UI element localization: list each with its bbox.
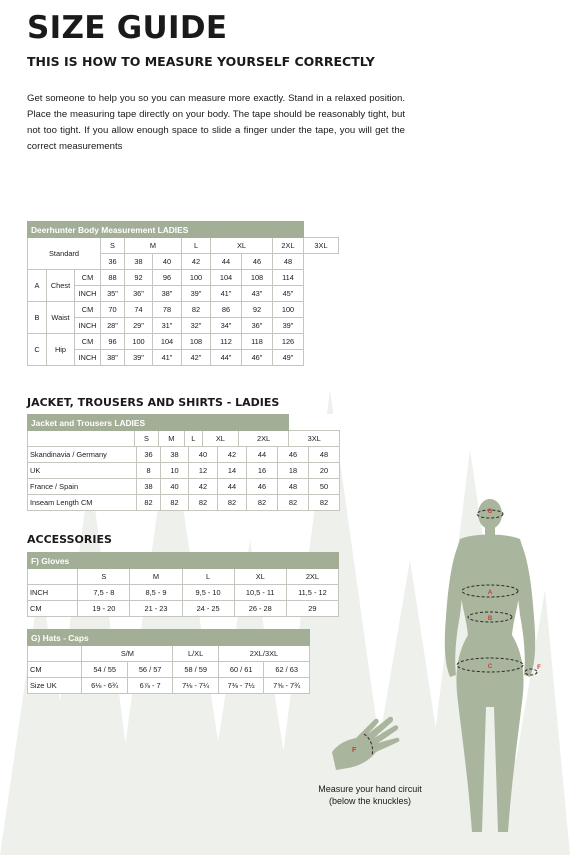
table-cell: 39" xyxy=(125,350,153,366)
measure-name: Chest xyxy=(47,270,75,302)
unit-label: CM xyxy=(75,270,101,286)
table-cell: 104 xyxy=(153,334,182,350)
size-header: 2XL xyxy=(238,431,289,447)
size-header: 2XL/3XL xyxy=(218,646,309,662)
unit-label: INCH xyxy=(75,286,101,302)
table-cell: 16 xyxy=(247,463,278,479)
size-header: 3XL xyxy=(304,238,339,254)
page-subtitle: THIS IS HOW TO MEASURE YOURSELF CORRECTLY xyxy=(27,54,375,69)
table-cell: 100 xyxy=(182,270,211,286)
table-cell: 54 / 55 xyxy=(82,662,127,678)
table-cell: 40 xyxy=(161,479,189,495)
table-cell: 7⅝ - 7¾ xyxy=(264,678,310,694)
jacket-trousers-table xyxy=(27,414,340,447)
label-g: G xyxy=(487,509,493,515)
row-label: UK xyxy=(28,463,137,479)
table-cell: 114 xyxy=(273,270,304,286)
size-header: 2XL xyxy=(273,238,304,254)
size-header: M xyxy=(159,431,185,447)
table-cell: 46" xyxy=(242,350,273,366)
size-number: 36 xyxy=(101,254,125,270)
row-label: CM xyxy=(28,662,82,678)
hand-caption-line1: Measure your hand circuit xyxy=(318,784,422,794)
unit-label: CM xyxy=(75,334,101,350)
table-title: F) Gloves xyxy=(28,553,339,569)
row-label: Skandinavia / Germany xyxy=(28,447,137,463)
table-cell: 18 xyxy=(278,463,309,479)
table-cell: 21 - 23 xyxy=(130,601,182,617)
table-cell: 29" xyxy=(125,318,153,334)
table-cell: 8,5 - 9 xyxy=(130,585,182,601)
table-cell: 82 xyxy=(182,302,211,318)
table-cell: 26 - 28 xyxy=(234,601,286,617)
size-header: M xyxy=(130,569,182,585)
table-cell: 7⅛ - 7¼ xyxy=(173,678,219,694)
table-cell: 82 xyxy=(309,495,340,511)
table-cell: 88 xyxy=(101,270,125,286)
table-cell: 11,5 - 12 xyxy=(286,585,338,601)
table-cell: 10,5 - 11 xyxy=(234,585,286,601)
table-cell: 39" xyxy=(273,318,304,334)
table-cell: 39" xyxy=(182,286,211,302)
table-cell: 60 / 61 xyxy=(218,662,264,678)
table-cell: 92 xyxy=(125,270,153,286)
table-cell: 8 xyxy=(137,463,161,479)
measure-name: Waist xyxy=(47,302,75,334)
unit-label: CM xyxy=(75,302,101,318)
unit-label: INCH xyxy=(75,350,101,366)
size-header: S/M xyxy=(82,646,173,662)
table-cell: 7,5 - 8 xyxy=(78,585,130,601)
size-header: L/XL xyxy=(173,646,219,662)
hand-caption-line2: (below the knuckles) xyxy=(328,796,412,806)
table-cell: 48 xyxy=(278,479,309,495)
table-cell: 96 xyxy=(153,270,182,286)
table-cell: 104 xyxy=(211,270,242,286)
hats-table xyxy=(27,629,310,694)
table-cell: 86 xyxy=(211,302,242,318)
table-cell: 36" xyxy=(125,286,153,302)
table-cell: 100 xyxy=(125,334,153,350)
table-cell: 7⅜ - 7½ xyxy=(218,678,264,694)
table-cell: 28" xyxy=(101,318,125,334)
table-cell: 42" xyxy=(182,350,211,366)
jacket-trousers-values xyxy=(27,446,340,511)
table-cell: 36" xyxy=(242,318,273,334)
table-cell: 100 xyxy=(273,302,304,318)
label-f: F xyxy=(537,665,541,671)
table-cell: 10 xyxy=(161,463,189,479)
standard-label: Standard xyxy=(28,238,101,270)
row-label: France / Spain xyxy=(28,479,137,495)
table-cell: 38" xyxy=(101,350,125,366)
size-header: L xyxy=(184,431,202,447)
table-cell: 14 xyxy=(218,463,247,479)
table-cell: 126 xyxy=(273,334,304,350)
table-cell: 38 xyxy=(161,447,189,463)
table-cell: 48 xyxy=(309,447,340,463)
table-cell: 82 xyxy=(189,495,218,511)
table-cell: 34" xyxy=(211,318,242,334)
measure-name: Hip xyxy=(47,334,75,366)
size-number: 44 xyxy=(211,254,242,270)
table-cell: 58 / 59 xyxy=(173,662,219,678)
size-number: 42 xyxy=(182,254,211,270)
size-header: S xyxy=(101,238,125,254)
table-cell: 41" xyxy=(153,350,182,366)
table-cell: 40 xyxy=(189,447,218,463)
row-label: Size UK xyxy=(28,678,82,694)
table-cell: 42 xyxy=(189,479,218,495)
hand-caption xyxy=(300,783,440,807)
table-cell: 70 xyxy=(101,302,125,318)
table-cell: 24 - 25 xyxy=(182,601,234,617)
label-a: A xyxy=(487,590,493,596)
body-figure-illustration xyxy=(438,497,550,842)
row-label: Inseam Length CM xyxy=(28,495,137,511)
table-cell: 44 xyxy=(247,447,278,463)
table-title: Jacket and Trousers LADIES xyxy=(28,415,289,431)
label-b: B xyxy=(487,616,493,622)
size-header: S xyxy=(78,569,130,585)
accessories-heading: ACCESSORIES xyxy=(27,533,112,546)
table-cell: 92 xyxy=(242,302,273,318)
table-cell: 36 xyxy=(137,447,161,463)
table-cell: 38" xyxy=(153,286,182,302)
table-cell: 108 xyxy=(242,270,273,286)
size-number: 38 xyxy=(125,254,153,270)
table-title: G) Hats - Caps xyxy=(28,630,310,646)
intro-paragraph: Get someone to help you so you can measure more exactly. Stand in a relaxed position. Place the measuring tape directly on your body. The tape should be reasonably tight, but not too tight. If you allow enough space to slide a finger under the tape, you will get the correct measurements xyxy=(27,93,405,152)
table-cell: 50 xyxy=(309,479,340,495)
row-label: INCH xyxy=(28,585,78,601)
table-cell: 112 xyxy=(211,334,242,350)
table-cell: 44" xyxy=(211,350,242,366)
hand-illustration xyxy=(330,712,410,774)
label-c: C xyxy=(487,664,493,670)
size-header: L xyxy=(182,569,234,585)
table-cell: 12 xyxy=(189,463,218,479)
table-cell: 20 xyxy=(309,463,340,479)
table-cell: 6⅞ - 7 xyxy=(127,678,172,694)
size-header: XL xyxy=(211,238,273,254)
table-cell: 46 xyxy=(278,447,309,463)
table-cell: 32" xyxy=(182,318,211,334)
table-cell: 49" xyxy=(273,350,304,366)
table-cell: 31" xyxy=(153,318,182,334)
size-header: 3XL xyxy=(289,431,340,447)
row-label: CM xyxy=(28,601,78,617)
size-header: M xyxy=(125,238,182,254)
size-number: 40 xyxy=(153,254,182,270)
size-number: 46 xyxy=(242,254,273,270)
jacket-section-heading: JACKET, TROUSERS AND SHIRTS - LADIES xyxy=(27,396,280,409)
table-title: Deerhunter Body Measurement LADIES xyxy=(28,222,304,238)
table-cell: 74 xyxy=(125,302,153,318)
table-cell: 44 xyxy=(218,479,247,495)
table-cell: 82 xyxy=(218,495,247,511)
table-cell: 38 xyxy=(137,479,161,495)
table-cell: 45" xyxy=(273,286,304,302)
table-cell: 82 xyxy=(161,495,189,511)
table-cell: 56 / 57 xyxy=(127,662,172,678)
size-header: L xyxy=(182,238,211,254)
table-cell: 108 xyxy=(182,334,211,350)
measure-letter: B xyxy=(28,302,47,334)
body-measurement-table xyxy=(27,221,339,366)
table-cell: 35" xyxy=(101,286,125,302)
table-cell: 19 - 20 xyxy=(78,601,130,617)
size-header: S xyxy=(135,431,159,447)
measure-letter: A xyxy=(28,270,47,302)
table-cell: 82 xyxy=(278,495,309,511)
page-title: SIZE GUIDE xyxy=(27,10,228,46)
gloves-table xyxy=(27,552,339,617)
table-cell: 43" xyxy=(242,286,273,302)
table-cell: 62 / 63 xyxy=(264,662,310,678)
table-cell: 46 xyxy=(247,479,278,495)
table-cell: 9,5 - 10 xyxy=(182,585,234,601)
table-cell: 96 xyxy=(101,334,125,350)
table-cell: 42 xyxy=(218,447,247,463)
size-header: XL xyxy=(234,569,286,585)
unit-label: INCH xyxy=(75,318,101,334)
size-number: 48 xyxy=(273,254,304,270)
hand-label-f: F xyxy=(352,747,357,754)
table-cell: 82 xyxy=(247,495,278,511)
table-cell: 78 xyxy=(153,302,182,318)
size-header: 2XL xyxy=(286,569,338,585)
table-cell: 6⅛ - 6¾ xyxy=(82,678,127,694)
table-cell: 82 xyxy=(137,495,161,511)
size-header: XL xyxy=(202,431,238,447)
table-cell: 41" xyxy=(211,286,242,302)
table-cell: 118 xyxy=(242,334,273,350)
measure-letter: C xyxy=(28,334,47,366)
table-cell: 29 xyxy=(286,601,338,617)
